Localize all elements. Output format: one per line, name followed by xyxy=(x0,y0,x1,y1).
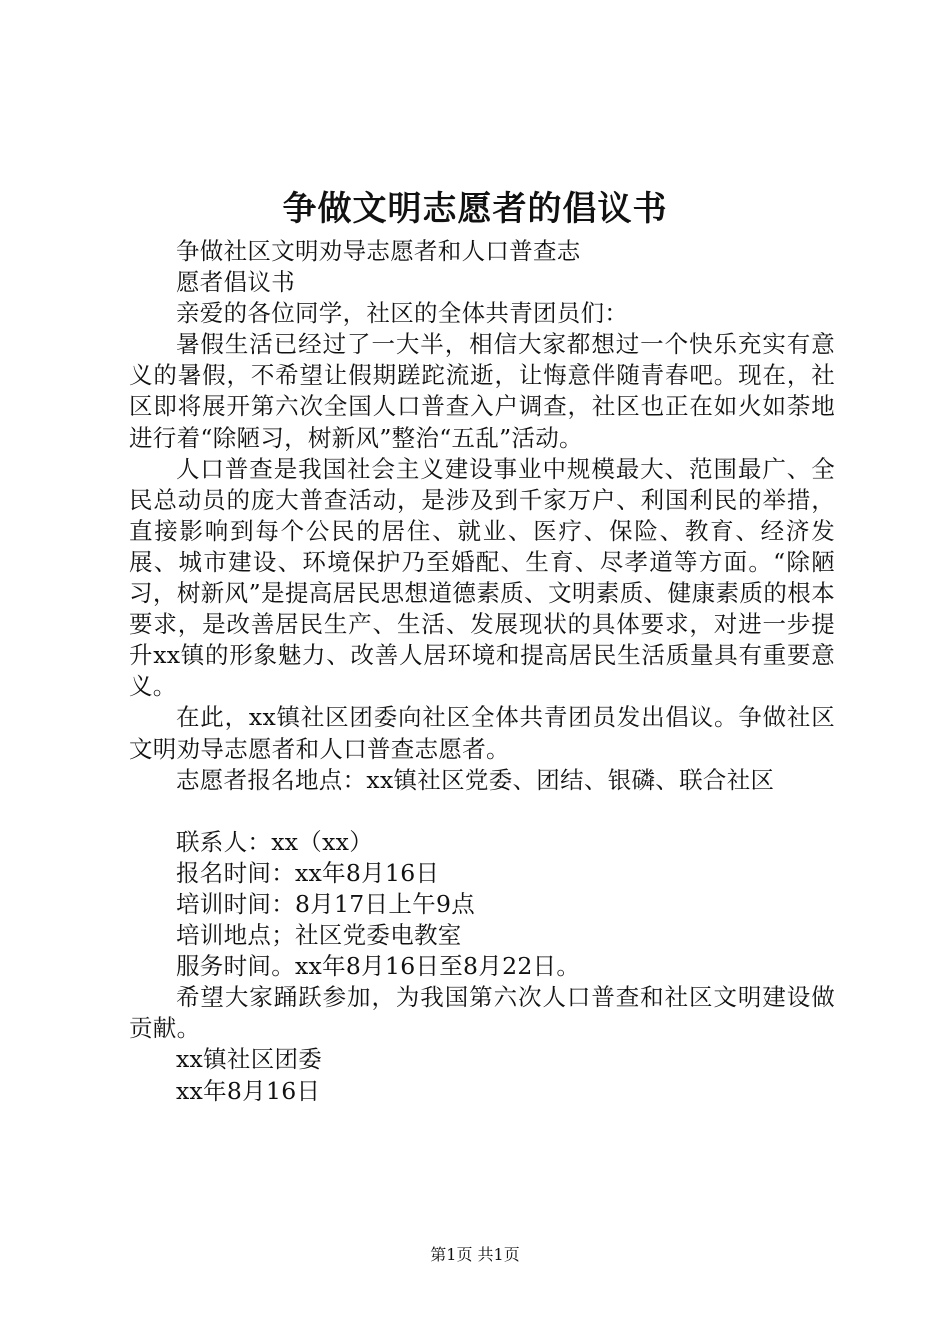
subtitle-line-1: 争做社区文明劝导志愿者和人口普查志 xyxy=(176,237,581,265)
training-time: 培训时间：8月17日上午9点 xyxy=(176,889,476,918)
greeting: 亲爱的各位同学，社区的全体共青团员们： xyxy=(176,299,629,328)
blank-line xyxy=(129,796,835,827)
service-time: 服务时间。xx年8月16日至8月22日。 xyxy=(176,952,581,981)
signature-date: xx年8月16日 xyxy=(176,1076,321,1105)
document-title: 争做文明志愿者的倡议书 xyxy=(282,189,668,229)
signup-location: 志愿者报名地点：xx镇社区党委、团结、银磷、联合社区 xyxy=(176,765,775,794)
signup-time: 报名时间：xx年8月16日 xyxy=(176,858,440,887)
paragraph-intro: 暑假生活已经过了一大半，相信大家都想过一个快乐充实有意义的暑假，不希望让假期蹉跎流逝，让悔意伴随青春吧。现在，社区即将展开第六次全国人口普查入户调查，社区也正在如火如荼地进行着“除陋习，树新风”整治“五乱”活动。 xyxy=(129,330,835,452)
contact-person: 联系人：xx（xx） xyxy=(176,827,374,856)
subtitle-line-2: 愿者倡议书 xyxy=(176,268,295,297)
closing-paragraph: 希望大家踊跃参加，为我国第六次人口普查和社区文明建设做贡献。 xyxy=(129,983,835,1043)
signature-organization: xx镇社区团委 xyxy=(176,1045,323,1074)
paragraph-initiative: 在此，xx镇社区团委向社区全体共青团员发出倡议。争做社区文明劝导志愿者和人口普查志愿者。 xyxy=(129,703,835,763)
training-location: 培训地点；社区党委电教室 xyxy=(176,921,462,950)
document-body xyxy=(129,236,835,1107)
paragraph-census: 人口普查是我国社会主义建设事业中规模最大、范围最广、全民总动员的庞大普查活动，是涉及到千家万户、利国利民的举措，直接影响到每个公民的居住、就业、医疗、保险、教育、经济发展、城市建设、环境保护乃至婚配、生育、尽孝道等方面。“除陋习，树新风”是提高居民思想道德素质、文明素质、健康素质的根本要求，是改善居民生产、生活、发展现状的具体要求，对进一步提升xx镇的形象魅力、改善人居环境和提高居民生活质量具有重要意义。 xyxy=(129,454,835,701)
page-footer: 第1页 共1页 xyxy=(430,1245,520,1264)
